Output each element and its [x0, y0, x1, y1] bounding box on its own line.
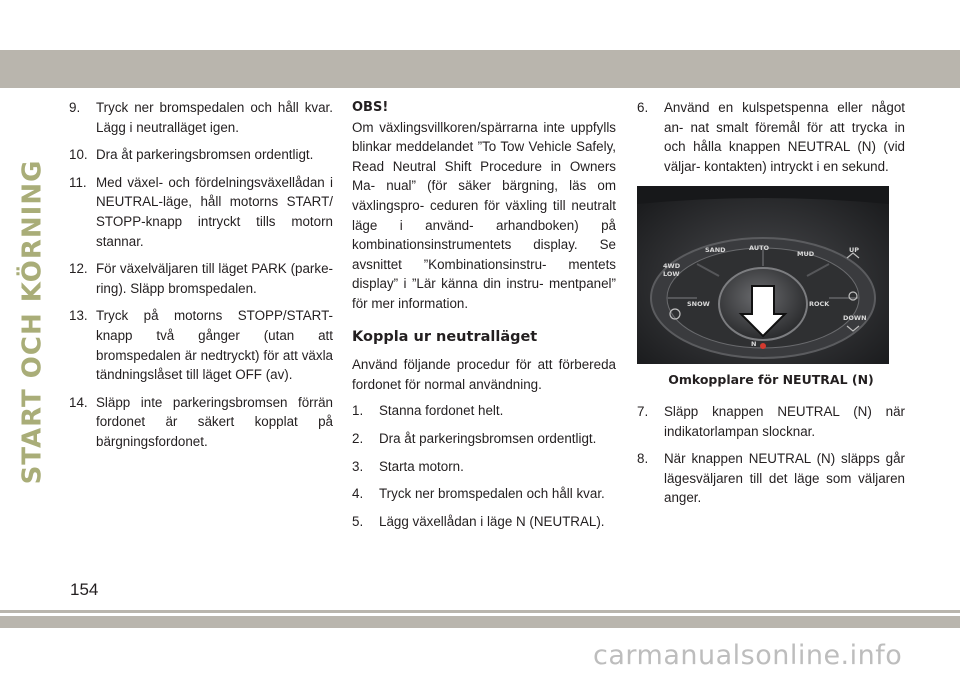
neutral-switch-photo	[637, 186, 889, 364]
note-text: Om växlingsvillkoren/spärrarna inte uppfylls blinkar meddelandet ”To Tow Vehicle Safely, Read Neutral Shift Procedure in Owners Ma- nual” (för säker bärgning, läs om växlingspro- ceduren för växling till neutralt läge i använd- arhandboken) på kombinationsinstrumentets display. Se avsnittet ”Kombinationsinstru- mentets display” i ”Lär känna din instru- mentpanel” för mer information.	[352, 119, 616, 311]
down-label: DOWN	[843, 314, 867, 323]
column-1	[69, 98, 333, 460]
snow-label: SNOW	[687, 300, 710, 309]
low-label: LOW	[663, 270, 680, 279]
auto-label: AUTO	[749, 244, 770, 253]
list-item: 13. Tryck på motorns STOPP/START-knapp två gånger (utan att bromspedalen är nedtryckt) för att växla tändningslåset till läget OFF (av).	[69, 308, 333, 383]
intro-text: Använd följande procedur för att förbereda fordonet för normal användning.	[352, 357, 616, 392]
column-3	[637, 98, 905, 516]
sand-label: SAND	[705, 246, 726, 255]
mud-label: MUD	[797, 250, 815, 259]
neutral-label: N	[751, 340, 757, 349]
list-item: 4. Tryck ner bromspedalen och håll kvar.	[352, 486, 605, 502]
list-item: 1. Stanna fordonet helt.	[352, 403, 504, 419]
photo-caption: Omkopplare för NEUTRAL (N)	[668, 372, 874, 388]
list-item: 6. Använd en kulspetspenna eller något an- nat smalt föremål för att trycka in och hålla knappen NEUTRAL (N) (vid väljar- kontakten) intryckt i en sekund.	[637, 100, 905, 174]
footer-line	[0, 610, 960, 613]
section-side-title: START OCH KÖRNING	[17, 159, 47, 485]
footer-band	[0, 616, 960, 628]
list-item: 8. När knappen NEUTRAL (N) släpps går lägesväljaren till det läge som väljaren anger.	[637, 451, 905, 506]
list-item: 10. Dra åt parkeringsbromsen ordentligt.	[69, 147, 314, 163]
list-item: 14. Släpp inte parkeringsbromsen förrän fordonet är säkert kopplat på bärgningsfordonet.	[69, 394, 333, 449]
list-item: 5. Lägg växellådan i läge N (NEUTRAL).	[352, 513, 605, 529]
terrain-selector-illustration	[637, 186, 889, 364]
list-item: 11. Med växel- och fördelningsväxellådan i NEUTRAL-läge, håll motorns START/ STOPP-knapp intryckt tills motorn stannar.	[69, 174, 333, 249]
up-label: UP	[849, 246, 860, 255]
rock-label: ROCK	[809, 300, 830, 309]
column-2	[352, 98, 616, 539]
list-item: 3. Starta motorn.	[352, 458, 464, 474]
watermark: carmanualsonline.info	[593, 640, 903, 671]
section-heading: Koppla ur neutralläget	[352, 328, 538, 345]
list-item: 7. Släpp knappen NEUTRAL (N) när indikatorlampan slocknar.	[637, 403, 905, 439]
list-item: 2. Dra åt parkeringsbromsen ordentligt.	[352, 430, 597, 446]
page-number: 154	[70, 580, 99, 599]
note-title: OBS!	[352, 100, 389, 115]
list-item: 12. För växelväljaren till läget PARK (parke- ring). Släpp bromspedalen.	[69, 261, 333, 296]
4wd-label: 4WD	[663, 262, 681, 271]
indicator-lamp-icon	[760, 343, 766, 349]
header-band	[0, 50, 960, 88]
list-item: 9. Tryck ner bromspedalen och håll kvar. Lägg i neutralläget igen.	[69, 100, 333, 135]
